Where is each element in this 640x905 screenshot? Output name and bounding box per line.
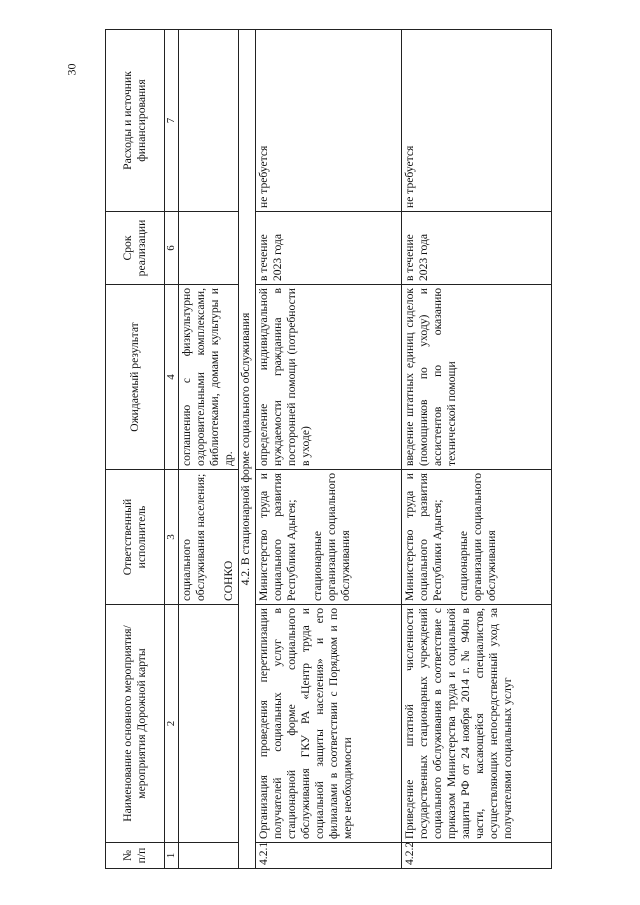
row-funding: не требуется xyxy=(402,30,552,212)
header-num: № п/п xyxy=(106,843,165,869)
continuation-row xyxy=(179,30,239,869)
header-executor: Ответственный исполнитель xyxy=(106,470,165,605)
row-executor: Министерство труда и социального развития Республики Адыгея; стационарные организации социального обслуживания xyxy=(402,470,552,605)
row-funding: не требуется xyxy=(256,30,402,212)
row-result: введение штатных единиц сиделок (помощников по уходу) и ассистентов по оказанию технической помощи xyxy=(402,285,552,470)
column-number: 6 xyxy=(165,212,179,285)
row-name: Организация проведения перетипизации получателей социальных услуг в стационарной форме социального обслуживания ГКУ РА «Центр труда и социальной защиты населения» и его филиалами в соответствии с Порядком и по мере необходимости xyxy=(256,605,402,843)
row-number: 4.2.1 xyxy=(256,843,402,869)
continuation-executor: социального обслуживания населения; СОНКО xyxy=(179,470,239,605)
column-number: 3 xyxy=(165,470,179,605)
section-title: 4.2. В стационарной форме социального обслуживания xyxy=(239,30,256,869)
continuation-executor-sonko: СОНКО xyxy=(222,560,235,601)
section-row xyxy=(239,30,256,869)
row-executor: Министерство труда и социального развития Республики Адыгея; стационарные организации социального обслуживания xyxy=(256,470,402,605)
table-header-row xyxy=(106,30,165,869)
rotated-page xyxy=(105,30,540,869)
column-number: 4 xyxy=(165,285,179,470)
row-term: в течение 2023 года xyxy=(402,212,552,285)
header-name: Наименование основного мероприятия/мероприятия Дорожной карты xyxy=(106,605,165,843)
header-result: Ожидаемый результат xyxy=(106,285,165,470)
header-term: Срок реализации xyxy=(106,212,165,285)
page-number: 30 xyxy=(64,63,79,76)
roadmap-table xyxy=(105,29,552,869)
column-number: 2 xyxy=(165,605,179,843)
table-row xyxy=(256,30,402,869)
row-term: в течение 2023 года xyxy=(256,212,402,285)
table-row xyxy=(402,30,552,869)
column-number: 7 xyxy=(165,30,179,212)
continuation-result: соглашению с физкультурно оздоровительными комплексами, библиотеками, домами культуры и др. xyxy=(179,285,239,470)
column-number: 1 xyxy=(165,843,179,869)
row-result: определение индивидуальной нуждаемости гражданина в посторонней помощи (потребности в уходе) xyxy=(256,285,402,470)
column-number-row xyxy=(165,30,179,869)
header-funding: Расходы и источник финансирования xyxy=(106,30,165,212)
row-number: 4.2.2 xyxy=(402,843,552,869)
row-name: Приведение штатной численности государственных стационарных учреждений социального обслуживания в соответствие с приказом Министерства труда и социальной защиты РФ от 24 ноября 2014 г. № 940н в части, касающейся специалистов, осуществляющих непосредственный уход за получателями социальных услуг xyxy=(402,605,552,843)
